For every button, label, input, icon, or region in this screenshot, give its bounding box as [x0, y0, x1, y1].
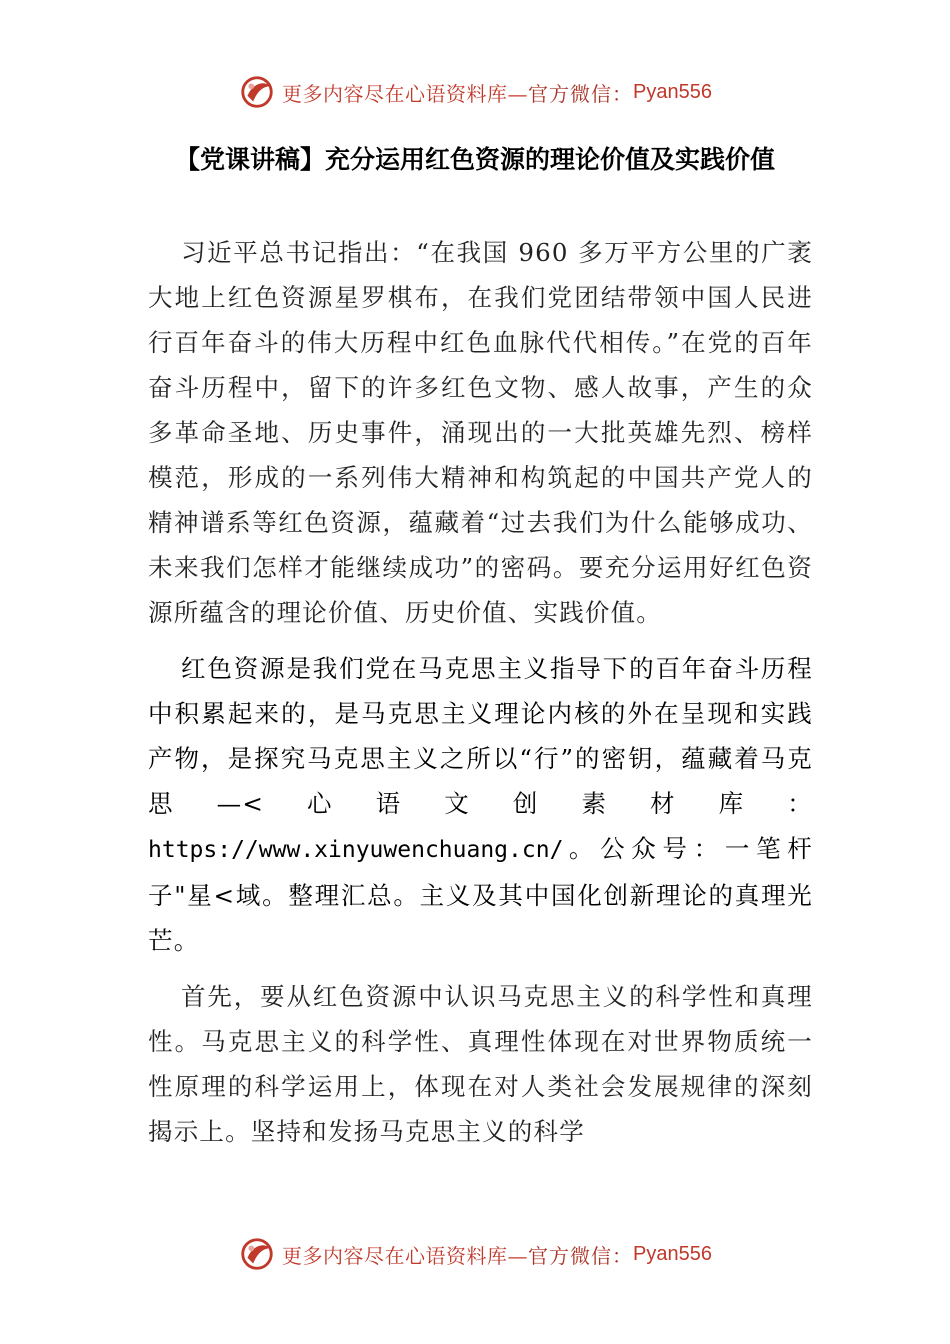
- paragraph-3: 首先，要从红色资源中认识马克思主义的科学性和真理性。马克思主义的科学性、真理性体现在对世界物质统一性原理的科学运用上，体现在对人类社会发展规律的深刻揭示上。坚持和发扬马克思主义的科学: [148, 982, 813, 1146]
- paragraph-2: [148, 646, 813, 963]
- header-banner: [0, 70, 950, 114]
- paragraph-2-part-a: 红色资源是我们党在马克思主义指导下的百年奋斗历程中积累起来的，是马克思主义理论内核的外在呈现和实践产物，是探究马克思主义之所以“行”的密钥，蕴藏着马克思—<心语文创素材库：: [148, 654, 813, 818]
- document-body: [148, 230, 813, 1165]
- xinyu-logo-icon: [238, 73, 276, 111]
- header-banner-text: 更多内容尽在心语资料库—: [282, 81, 529, 106]
- footer-banner-text: 更多内容尽在心语资料库—: [282, 1243, 529, 1268]
- paragraph-2-part-b: 。公众号：一笔杆子"星<域。整理汇总。主义及其中国化创新理论的真理光芒。: [148, 834, 813, 955]
- document-title: 【党课讲稿】充分运用红色资源的理论价值及实践价值: [174, 145, 775, 174]
- header-banner-wechat: 官方微信：: [528, 81, 634, 106]
- paragraph-1: 习近平总书记指出：“在我国 960 多万平方公里的广袤大地上红色资源星罗棋布，在我们党团结带领中国人民进行百年奋斗的伟大历程中红色血脉代代相传。”在党的百年奋斗历程中，留下的许多红色文物、感人故事，产生的众多革命圣地、历史事件，涌现出的一大批英雄先烈、榜样模范，形成的一系列伟大精神和构筑起的中国共产党人的精神谱系等红色资源，蕴藏着“过去我们为什么能够成功、未来我们怎样才能继续成功”的密码。要充分运用好红色资源所蕴含的理论价值、历史价值、实践价值。: [148, 238, 813, 627]
- header-banner-account: Pyan556: [633, 80, 712, 103]
- footer-banner-wechat: 官方微信：: [528, 1243, 634, 1268]
- footer-banner-account: Pyan556: [633, 1242, 712, 1265]
- xinyu-logo-icon: [238, 1235, 276, 1273]
- paragraph-2-url: https://www.xinyuwenchuang.cn/: [148, 837, 564, 863]
- footer-banner: [0, 1232, 950, 1276]
